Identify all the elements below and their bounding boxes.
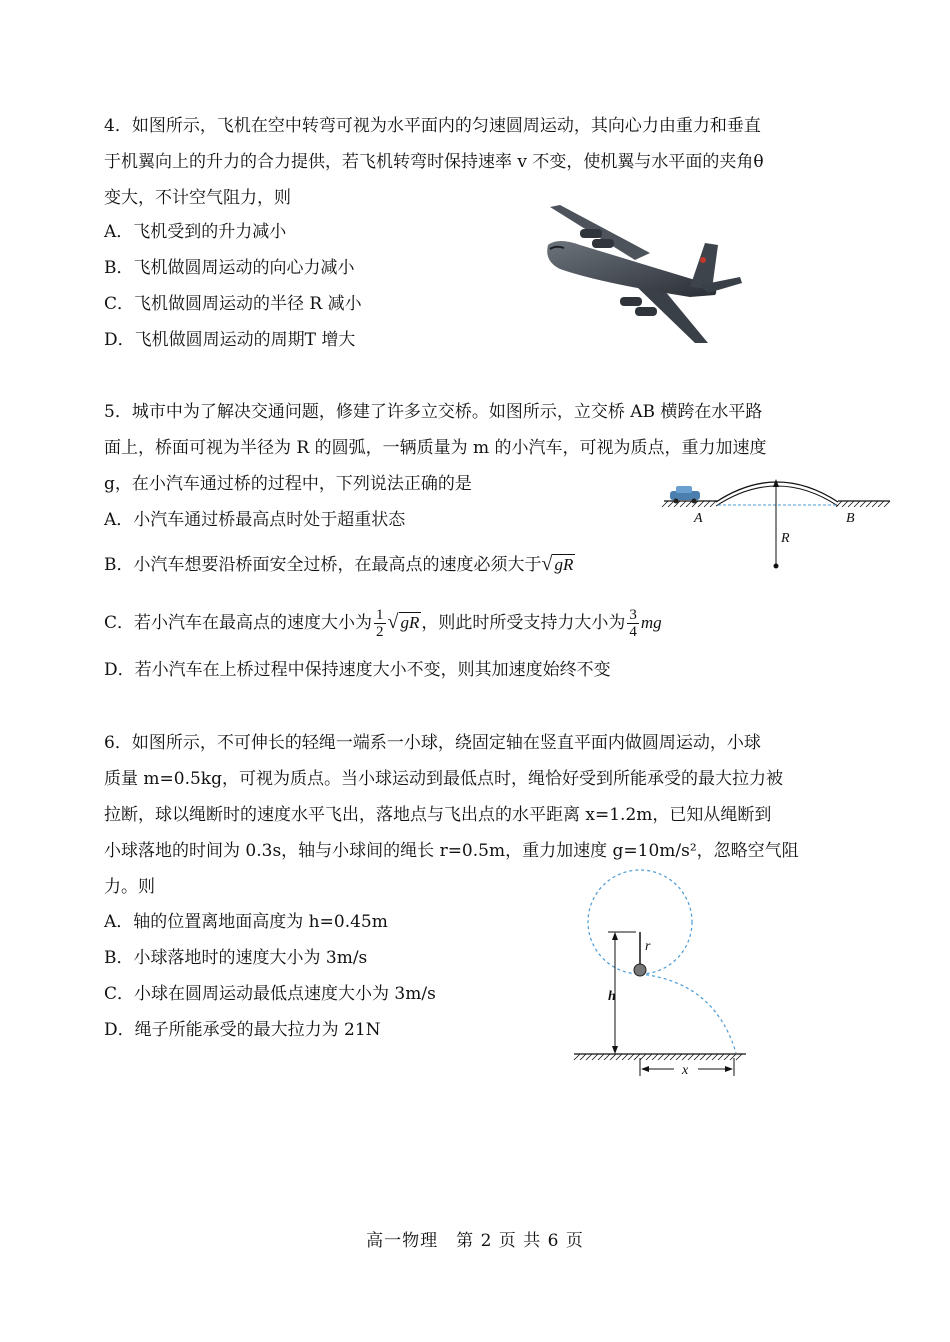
q6-option-a: A．轴的位置离地面高度为 h=0.45m <box>104 912 388 932</box>
label-h: h <box>608 989 616 1004</box>
bridge-label-b: B <box>846 511 855 526</box>
q5-option-c-pre: C．若小汽车在最高点的速度大小为 <box>104 613 373 633</box>
q6-option-c: C．小球在圆周运动最低点速度大小为 3m/s <box>104 984 436 1004</box>
label-r: r <box>645 939 651 954</box>
bridge-diagram <box>656 470 896 575</box>
q5-stem-line2: 面上，桥面可视为半径为 R 的圆弧，一辆质量为 m 的小汽车，可视为质点，重力加速度 <box>104 438 767 458</box>
bridge-label-a: A <box>694 511 703 526</box>
page-footer: 高一物理 第 2 页 共 6 页 <box>366 1231 584 1251</box>
q5-stem-line1: 5．城市中为了解决交通问题，修建了许多立交桥。如图所示，立交桥 AB 横跨在水平路 <box>104 402 763 422</box>
q5-option-d: D．若小汽车在上桥过程中保持速度大小不变，则其加速度始终不变 <box>104 660 611 680</box>
q5-option-a: A．小汽车通过桥最高点时处于超重状态 <box>104 510 406 530</box>
sqrt-icon: √ <box>541 553 553 575</box>
q5-option-b <box>104 552 575 577</box>
q5-option-c-mid: ，则此时所受支持力大小为 <box>421 613 626 633</box>
q6-stem-line2: 质量 m=0.5kg，可视为质点。当小球运动到最低点时，绳恰好受到所能承受的最大拉力被 <box>104 769 783 789</box>
q6-option-b: B．小球落地时的速度大小为 3m/s <box>104 948 368 968</box>
q4-option-d: D．飞机做圆周运动的周期T 增大 <box>104 330 356 350</box>
q4-stem-line1: 4．如图所示，飞机在空中转弯可视为水平面内的匀速圆周运动，其向心力由重力和垂直 <box>104 116 761 136</box>
q4-stem-line2: 于机翼向上的升力的合力提供，若飞机转弯时保持速率 v 不变，使机翼与水平面的夹角θ <box>104 152 764 172</box>
airplane-image <box>540 205 745 345</box>
q4-option-a: A．飞机受到的升力减小 <box>104 222 287 242</box>
fraction-three-quarters: $\frac{3}{4}$ <box>629 607 637 640</box>
q6-stem-line4: 小球落地的时间为 0.3s，轴与小球间的绳长 r=0.5m，重力加速度 g=10m/s²，忽略空气阻 <box>104 841 799 861</box>
q6-option-d: D．绳子所能承受的最大拉力为 21N <box>104 1020 381 1040</box>
q5-stem-line3: g，在小汽车通过桥的过程中，下列说法正确的是 <box>104 474 472 494</box>
bridge-label-r: R <box>781 531 790 546</box>
q5-option-c-radicand: gR <box>400 613 420 632</box>
circular-motion-diagram <box>570 858 750 1080</box>
q6-stem-line5: 力。则 <box>104 877 155 897</box>
q4-stem-line3: 变大，不计空气阻力，则 <box>104 188 291 208</box>
q6-stem-line1: 6．如图所示，不可伸长的轻绳一端系一小球，绕固定轴在竖直平面内做圆周运动，小球 <box>104 733 761 753</box>
label-x: x <box>682 1063 689 1078</box>
q5-option-c-mg: mg <box>640 613 662 632</box>
q6-stem-line3: 拉断，球以绳断时的速度水平飞出，落地点与飞出点的水平距离 x=1.2m，已知从绳断到 <box>104 805 772 825</box>
q5-option-b-radicand: gR <box>554 555 574 574</box>
fraction-one-half: $\frac{1}{2}$ <box>376 607 384 640</box>
q4-option-b: B．飞机做圆周运动的向心力减小 <box>104 258 355 278</box>
q5-option-c <box>104 604 662 641</box>
sqrt-icon: √ <box>387 611 399 633</box>
q5-option-b-text: B．小汽车想要沿桥面安全过桥，在最高点的速度必须大于 <box>104 555 542 575</box>
q4-option-c: C．飞机做圆周运动的半径 R 减小 <box>104 294 362 314</box>
